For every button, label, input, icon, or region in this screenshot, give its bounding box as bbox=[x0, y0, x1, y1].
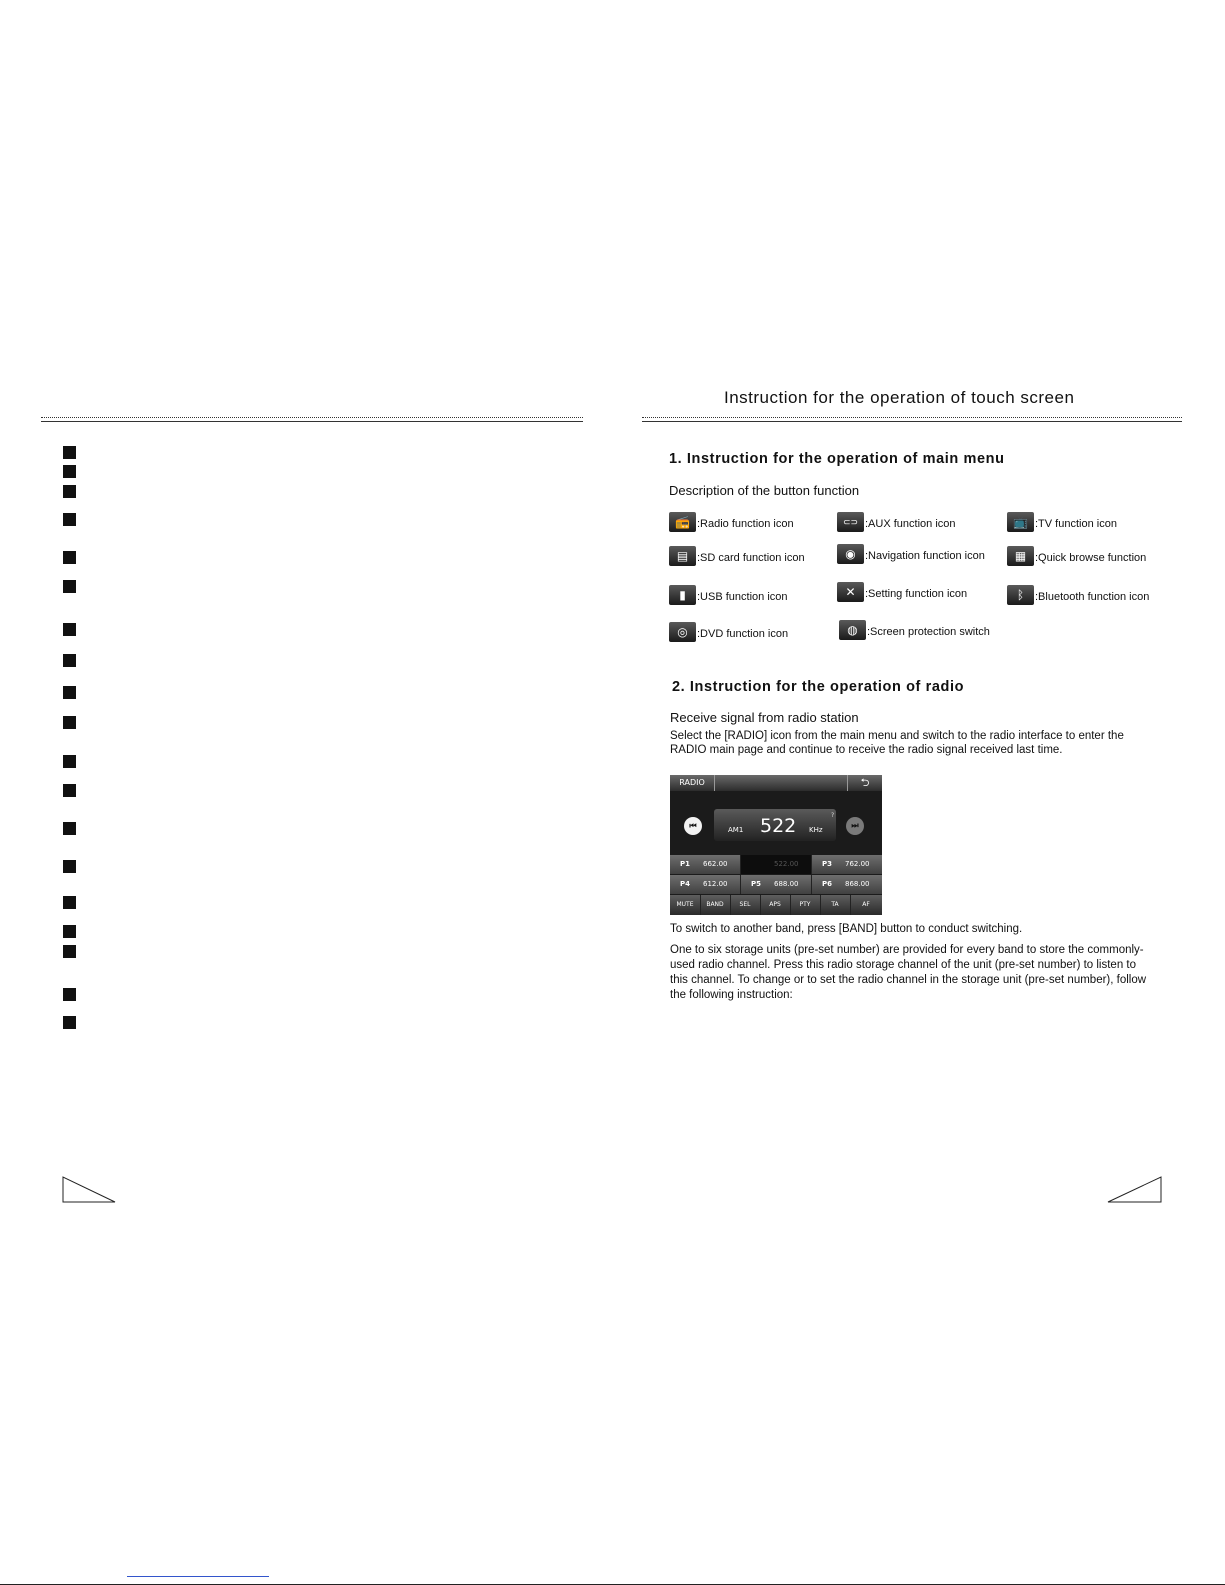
bullet-marker bbox=[63, 513, 76, 526]
band-button[interactable]: BAND bbox=[700, 895, 731, 915]
legend-label: :Bluetooth function icon bbox=[1035, 591, 1150, 603]
navigation-icon: ◉ bbox=[837, 544, 864, 564]
af-button[interactable]: AF bbox=[862, 901, 870, 908]
preset-value: 762.00 bbox=[845, 860, 870, 868]
bullet-marker bbox=[63, 686, 76, 699]
radio-intro-paragraph: Select the [RADIO] icon from the main menu and switch to the radio interface to enter the RADIO main page and continue to receive the radio signal received last time. bbox=[670, 730, 1124, 756]
usb-icon: ▮ bbox=[669, 585, 696, 605]
preset-value: 522.00 bbox=[774, 860, 799, 868]
tv-icon: 📺 bbox=[1007, 512, 1034, 532]
bullet-marker bbox=[63, 623, 76, 636]
sd-card-icon: ▤ bbox=[669, 546, 696, 566]
signal-indicator: ? bbox=[831, 812, 835, 819]
preset-row bbox=[670, 875, 882, 895]
legend-label: :Radio function icon bbox=[697, 518, 794, 530]
preset-row bbox=[670, 855, 882, 875]
legend-label: :USB function icon bbox=[697, 591, 788, 603]
next-station-icon[interactable]: ⏭ bbox=[846, 817, 864, 835]
legend-label: :SD card function icon bbox=[697, 552, 805, 564]
section2-subheading: Receive signal from radio station bbox=[670, 710, 859, 725]
sel-button[interactable]: SEL bbox=[730, 895, 761, 915]
bullet-marker bbox=[63, 654, 76, 667]
preset-value: 662.00 bbox=[703, 860, 728, 868]
bullet-marker bbox=[63, 822, 76, 835]
aux-icon: ⊂⊃ bbox=[837, 512, 864, 532]
preset-number: P4 bbox=[680, 880, 691, 888]
section2-heading: 2. Instruction for the operation of radio bbox=[672, 679, 965, 695]
bullet-marker bbox=[63, 465, 76, 478]
frequency-display bbox=[714, 809, 836, 841]
legend-label: :Navigation function icon bbox=[865, 550, 985, 562]
back-icon[interactable]: ⮌ bbox=[847, 775, 882, 791]
preset-number: P1 bbox=[680, 860, 691, 868]
band-switch-paragraph: To switch to another band, press [BAND] button to conduct switching. bbox=[670, 923, 1023, 935]
legend-label: :Setting function icon bbox=[865, 588, 968, 600]
legend-label: :AUX function icon bbox=[865, 518, 956, 530]
bullet-marker bbox=[63, 945, 76, 958]
preset-value: 868.00 bbox=[845, 880, 870, 888]
preset-number: P3 bbox=[822, 860, 833, 868]
screen-protection-icon: ◍ bbox=[839, 620, 866, 640]
preset-number: P5 bbox=[751, 880, 762, 888]
mute-button[interactable]: MUTE bbox=[670, 895, 701, 915]
radio-tab[interactable]: RADIO bbox=[670, 775, 715, 791]
bullet-marker bbox=[63, 755, 76, 768]
preset-value: 612.00 bbox=[703, 880, 728, 888]
bullet-marker bbox=[63, 551, 76, 564]
legend-label: :Quick browse function bbox=[1035, 552, 1147, 564]
bullet-marker bbox=[63, 446, 76, 459]
bullet-marker bbox=[63, 988, 76, 1001]
section1-subheading: Description of the button function bbox=[669, 483, 860, 498]
bullet-marker bbox=[63, 716, 76, 729]
legend-label: :Screen protection switch bbox=[867, 626, 990, 638]
radio-icon: 📻 bbox=[669, 512, 696, 532]
radio-top-bar bbox=[670, 775, 882, 791]
preset-button[interactable] bbox=[812, 875, 882, 894]
bullet-marker bbox=[63, 485, 76, 498]
frequency-value: 522 bbox=[760, 815, 797, 837]
quick-browse-icon: ▦ bbox=[1007, 546, 1034, 566]
setting-icon: ✕ bbox=[837, 582, 864, 602]
right-divider bbox=[642, 417, 1182, 422]
preset-paragraph: One to six storage units (pre-set number) are provided for every band to store the commonly-used radio channel. Press this radio storage channel of the unit (pre-set number) to listen to this channel. To change or to set the radio channel in the storage unit (pre-set number), follow the following instruction: bbox=[670, 944, 1147, 1001]
left-corner-triangle bbox=[62, 1176, 118, 1204]
right-corner-triangle bbox=[1107, 1176, 1163, 1204]
control-bar bbox=[670, 895, 882, 915]
frequency-unit: KHz bbox=[809, 826, 823, 834]
bullet-marker bbox=[63, 580, 76, 593]
left-divider bbox=[41, 417, 583, 422]
preset-value: 688.00 bbox=[774, 880, 799, 888]
aps-button[interactable]: APS bbox=[760, 895, 791, 915]
preset-button[interactable] bbox=[812, 855, 882, 874]
page-title: Instruction for the operation of touch screen bbox=[724, 388, 1075, 407]
bullet-marker bbox=[63, 860, 76, 873]
preset-button[interactable] bbox=[670, 875, 741, 894]
bullet-marker bbox=[63, 784, 76, 797]
dvd-icon: ◎ bbox=[669, 622, 696, 642]
section1-heading: 1. Instruction for the operation of main menu bbox=[669, 451, 1005, 467]
radio-screenshot bbox=[670, 775, 882, 915]
legend-label: :TV function icon bbox=[1035, 518, 1117, 530]
bullet-marker bbox=[63, 1016, 76, 1029]
preset-button[interactable] bbox=[670, 855, 741, 874]
bullet-marker bbox=[63, 896, 76, 909]
band-label: AM1 bbox=[728, 826, 744, 834]
pty-button[interactable]: PTY bbox=[790, 895, 821, 915]
preset-number: P6 bbox=[822, 880, 833, 888]
bottom-link-line bbox=[127, 1576, 269, 1577]
ta-button[interactable]: TA bbox=[820, 895, 851, 915]
previous-station-icon[interactable]: ⏮ bbox=[684, 817, 702, 835]
bluetooth-icon: ᛒ bbox=[1007, 585, 1034, 605]
bullet-marker bbox=[63, 925, 76, 938]
preset-button[interactable] bbox=[741, 855, 812, 874]
preset-button[interactable] bbox=[741, 875, 812, 894]
legend-label: :DVD function icon bbox=[697, 628, 789, 640]
